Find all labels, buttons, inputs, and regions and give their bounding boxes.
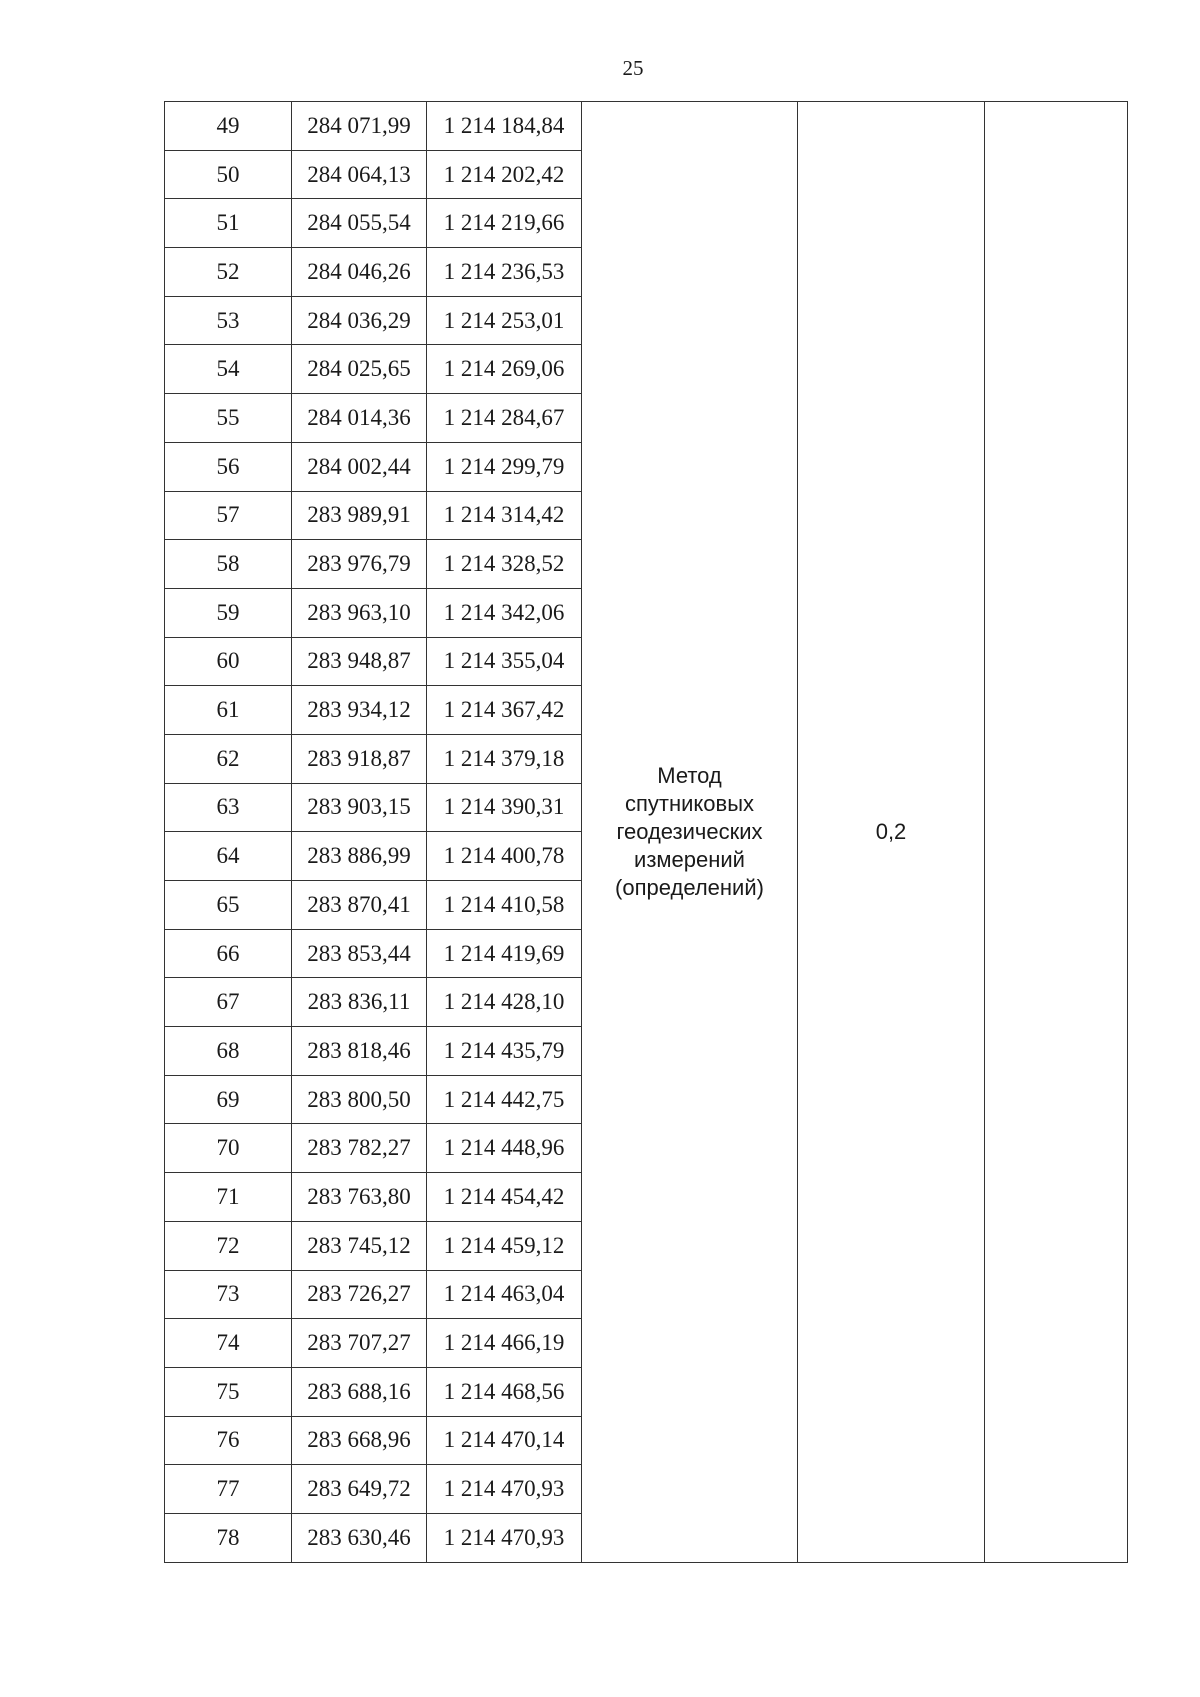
point-number-cell: 66 — [165, 929, 292, 978]
x-coordinate-cell: 283 989,91 — [292, 491, 427, 540]
point-number-cell: 65 — [165, 881, 292, 930]
point-number-cell: 51 — [165, 199, 292, 248]
point-number-cell: 69 — [165, 1075, 292, 1124]
table-row — [165, 102, 1128, 151]
point-number-cell: 73 — [165, 1270, 292, 1319]
point-number-cell: 70 — [165, 1124, 292, 1173]
y-coordinate-cell: 1 214 470,93 — [427, 1513, 582, 1562]
point-number-cell: 53 — [165, 296, 292, 345]
x-coordinate-cell: 283 630,46 — [292, 1513, 427, 1562]
point-number-cell: 78 — [165, 1513, 292, 1562]
point-number-cell: 56 — [165, 442, 292, 491]
empty-cell — [985, 102, 1128, 1563]
y-coordinate-cell: 1 214 410,58 — [427, 881, 582, 930]
y-coordinate-cell: 1 214 468,56 — [427, 1367, 582, 1416]
x-coordinate-cell: 283 745,12 — [292, 1221, 427, 1270]
x-coordinate-cell: 283 903,15 — [292, 783, 427, 832]
x-coordinate-cell: 283 668,96 — [292, 1416, 427, 1465]
y-coordinate-cell: 1 214 355,04 — [427, 637, 582, 686]
x-coordinate-cell: 283 870,41 — [292, 881, 427, 930]
x-coordinate-cell: 284 055,54 — [292, 199, 427, 248]
y-coordinate-cell: 1 214 442,75 — [427, 1075, 582, 1124]
point-number-cell: 54 — [165, 345, 292, 394]
x-coordinate-cell: 283 818,46 — [292, 1027, 427, 1076]
y-coordinate-cell: 1 214 253,01 — [427, 296, 582, 345]
x-coordinate-cell: 283 649,72 — [292, 1465, 427, 1514]
y-coordinate-cell: 1 214 367,42 — [427, 686, 582, 735]
x-coordinate-cell: 284 071,99 — [292, 102, 427, 151]
y-coordinate-cell: 1 214 454,42 — [427, 1173, 582, 1222]
point-number-cell: 59 — [165, 588, 292, 637]
coordinates-table-body — [165, 102, 1128, 1563]
y-coordinate-cell: 1 214 328,52 — [427, 540, 582, 589]
x-coordinate-cell: 283 763,80 — [292, 1173, 427, 1222]
x-coordinate-cell: 283 948,87 — [292, 637, 427, 686]
y-coordinate-cell: 1 214 219,66 — [427, 199, 582, 248]
y-coordinate-cell: 1 214 428,10 — [427, 978, 582, 1027]
y-coordinate-cell: 1 214 299,79 — [427, 442, 582, 491]
point-number-cell: 57 — [165, 491, 292, 540]
x-coordinate-cell: 283 853,44 — [292, 929, 427, 978]
x-coordinate-cell: 283 963,10 — [292, 588, 427, 637]
y-coordinate-cell: 1 214 202,42 — [427, 150, 582, 199]
x-coordinate-cell: 283 782,27 — [292, 1124, 427, 1173]
y-coordinate-cell: 1 214 379,18 — [427, 734, 582, 783]
point-number-cell: 55 — [165, 394, 292, 443]
x-coordinate-cell: 284 036,29 — [292, 296, 427, 345]
x-coordinate-cell: 283 934,12 — [292, 686, 427, 735]
point-number-cell: 62 — [165, 734, 292, 783]
point-number-cell: 63 — [165, 783, 292, 832]
y-coordinate-cell: 1 214 314,42 — [427, 491, 582, 540]
y-coordinate-cell: 1 214 459,12 — [427, 1221, 582, 1270]
y-coordinate-cell: 1 214 390,31 — [427, 783, 582, 832]
point-number-cell: 61 — [165, 686, 292, 735]
x-coordinate-cell: 284 025,65 — [292, 345, 427, 394]
method-text-line: измерений — [634, 846, 745, 872]
y-coordinate-cell: 1 214 284,67 — [427, 394, 582, 443]
y-coordinate-cell: 1 214 466,19 — [427, 1319, 582, 1368]
x-coordinate-cell: 283 726,27 — [292, 1270, 427, 1319]
x-coordinate-cell: 283 800,50 — [292, 1075, 427, 1124]
point-number-cell: 52 — [165, 248, 292, 297]
point-number-cell: 74 — [165, 1319, 292, 1368]
point-number-cell: 76 — [165, 1416, 292, 1465]
y-coordinate-cell: 1 214 470,14 — [427, 1416, 582, 1465]
x-coordinate-cell: 283 886,99 — [292, 832, 427, 881]
y-coordinate-cell: 1 214 435,79 — [427, 1027, 582, 1076]
point-number-cell: 77 — [165, 1465, 292, 1514]
y-coordinate-cell: 1 214 184,84 — [427, 102, 582, 151]
y-coordinate-cell: 1 214 470,93 — [427, 1465, 582, 1514]
x-coordinate-cell: 283 836,11 — [292, 978, 427, 1027]
x-coordinate-cell: 283 688,16 — [292, 1367, 427, 1416]
point-number-cell: 64 — [165, 832, 292, 881]
point-number-cell: 68 — [165, 1027, 292, 1076]
point-number-cell: 71 — [165, 1173, 292, 1222]
y-coordinate-cell: 1 214 419,69 — [427, 929, 582, 978]
method-cell — [582, 102, 798, 1563]
method-text-line: Метод — [657, 762, 722, 788]
x-coordinate-cell: 284 002,44 — [292, 442, 427, 491]
x-coordinate-cell: 283 918,87 — [292, 734, 427, 783]
point-number-cell: 75 — [165, 1367, 292, 1416]
point-number-cell: 49 — [165, 102, 292, 151]
y-coordinate-cell: 1 214 269,06 — [427, 345, 582, 394]
method-text-line: спутниковых — [624, 790, 755, 816]
point-number-cell: 50 — [165, 150, 292, 199]
y-coordinate-cell: 1 214 400,78 — [427, 832, 582, 881]
method-text-line: геодезических — [616, 818, 763, 844]
point-number-cell: 72 — [165, 1221, 292, 1270]
x-coordinate-cell: 284 046,26 — [292, 248, 427, 297]
page-number: 25 — [622, 56, 644, 80]
point-number-cell: 60 — [165, 637, 292, 686]
x-coordinate-cell: 284 064,13 — [292, 150, 427, 199]
point-number-cell: 67 — [165, 978, 292, 1027]
y-coordinate-cell: 1 214 448,96 — [427, 1124, 582, 1173]
point-number-cell: 58 — [165, 540, 292, 589]
coordinates-table — [164, 101, 1128, 1563]
accuracy-cell: 0,2 — [798, 102, 985, 1563]
method-text-line: (определений) — [615, 874, 764, 900]
x-coordinate-cell: 284 014,36 — [292, 394, 427, 443]
y-coordinate-cell: 1 214 463,04 — [427, 1270, 582, 1319]
x-coordinate-cell: 283 707,27 — [292, 1319, 427, 1368]
y-coordinate-cell: 1 214 236,53 — [427, 248, 582, 297]
y-coordinate-cell: 1 214 342,06 — [427, 588, 582, 637]
x-coordinate-cell: 283 976,79 — [292, 540, 427, 589]
